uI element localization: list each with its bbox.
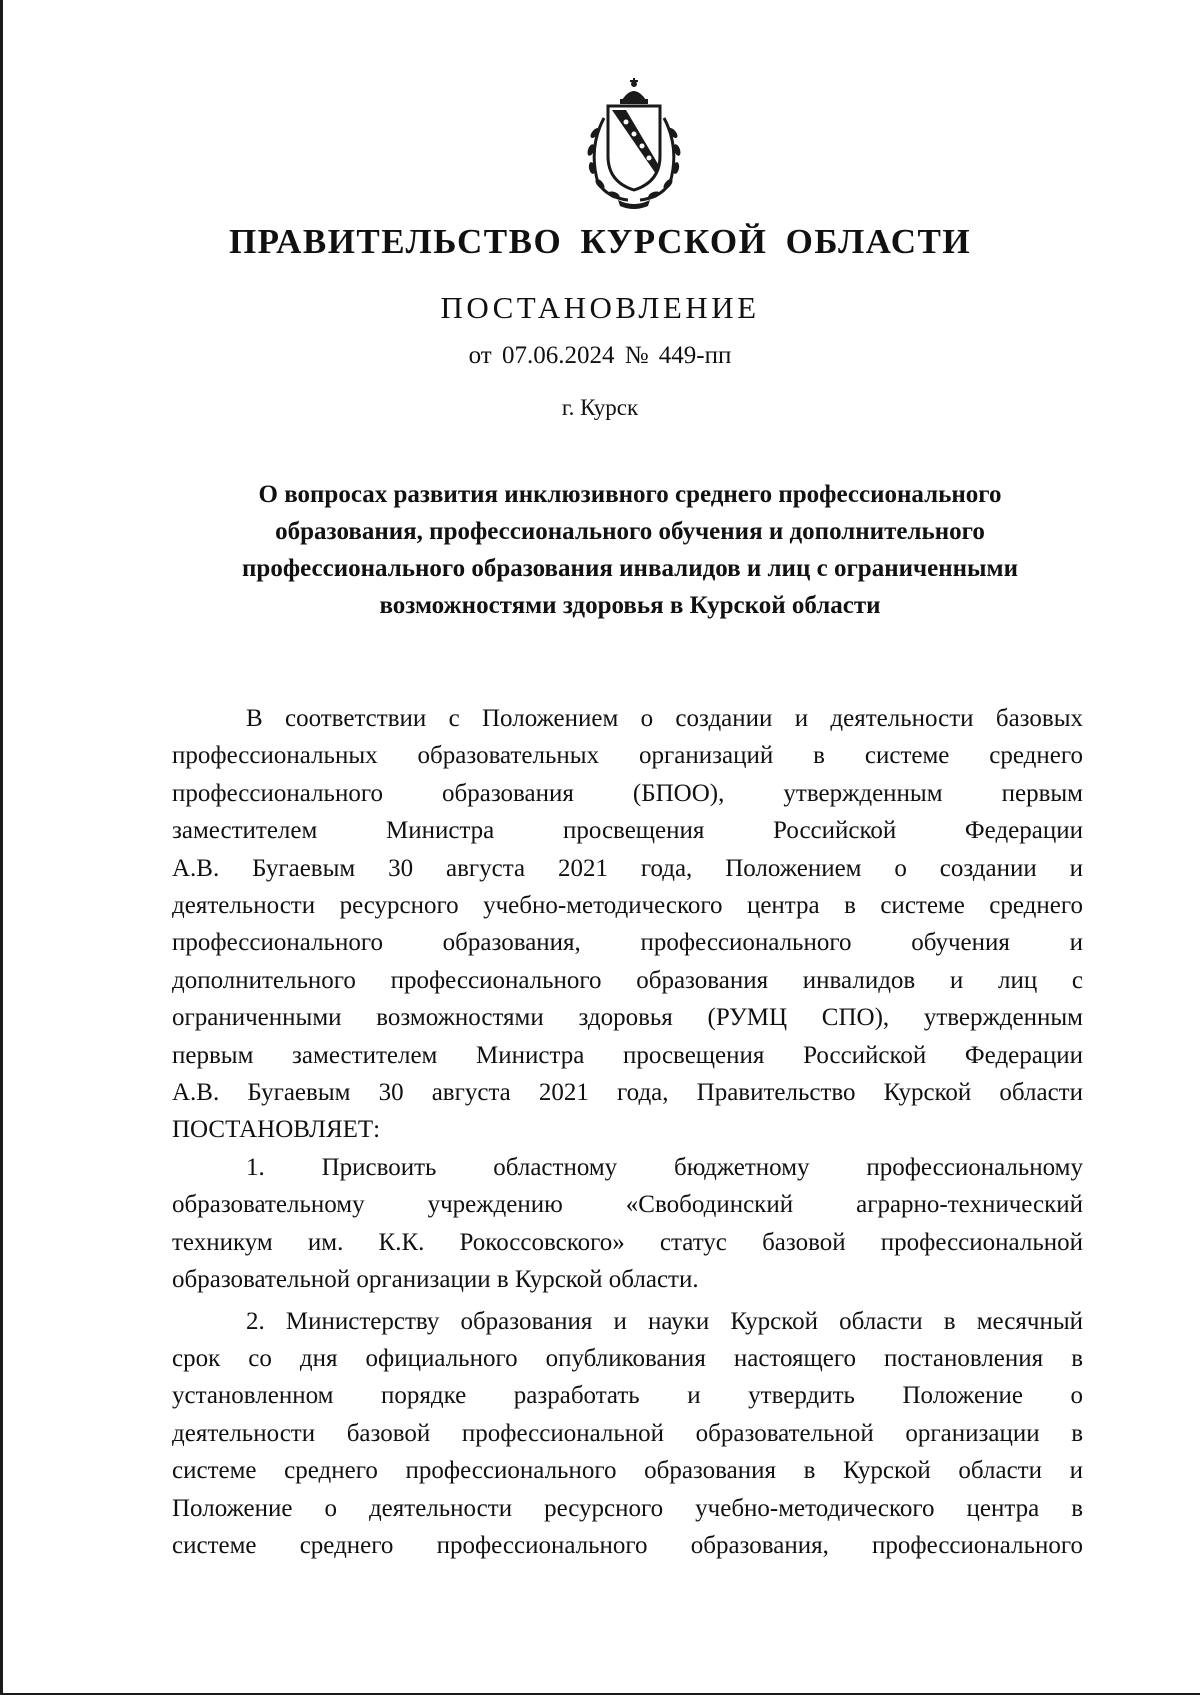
item-1-line: техникум им. К.К. Рокоссовского» статус базовой профессиональной	[172, 1228, 1083, 1256]
preamble-line: профессионального образования, профессионального обучения и	[172, 929, 1083, 957]
title-line: возможностями здоровья в Курской области	[379, 592, 881, 619]
item-2-line: системе среднего профессионального образования в Курской области и	[172, 1457, 1083, 1485]
preamble-line: ограниченными возможностями здоровья (РУМЦ СПО), утвержденным	[172, 1004, 1083, 1032]
preamble-line: деятельности ресурсного учебно-методического центра в системе среднего	[172, 892, 1083, 920]
document-title	[170, 476, 1090, 624]
document-date-number: от 07.06.2024 № 449-пп	[468, 342, 732, 369]
item-1-line: образовательному учреждению «Свободинский аграрно-технический	[172, 1191, 1083, 1219]
preamble-line: ПОСТАНОВЛЯЕТ:	[172, 1116, 381, 1144]
item-2-line: Положение о деятельности ресурсного учебно-методического центра в	[172, 1494, 1083, 1522]
title-line: образования, профессионального обучения и дополнительного	[275, 518, 985, 545]
item-2-line: 2. Министерству образования и науки Курской области в месячный	[246, 1307, 1083, 1335]
item-1-line: образовательной организации в Курской области.	[172, 1266, 699, 1294]
item-2-line: системе среднего профессионального образования, профессионального	[172, 1531, 1083, 1559]
item-1-line: 1. Присвоить областному бюджетному профессиональному	[246, 1153, 1083, 1181]
item-2-line: деятельности базовой профессиональной образовательной организации в	[172, 1419, 1083, 1447]
item-2-line: установленном порядке разработать и утвердить Положение о	[172, 1382, 1083, 1410]
preamble-line: В соответствии с Положением о создании и деятельности базовых	[246, 705, 1083, 732]
preamble-line: А.В. Бугаевым 30 августа 2021 года, Положением о создании и	[172, 854, 1083, 882]
document-body	[172, 700, 1083, 1564]
document-city: г. Курск	[561, 395, 639, 420]
item-2-line: срок со дня официального опубликования настоящего постановления в	[172, 1344, 1083, 1372]
preamble-line: профессионального образования (БПОО), утвержденным первым	[172, 779, 1083, 807]
preamble-line: А.В. Бугаевым 30 августа 2021 года, Правительство Курской области	[172, 1079, 1083, 1107]
title-line: О вопросах развития инклюзивного среднего профессионального	[258, 481, 1002, 508]
preamble-line: профессиональных образовательных организаций в системе среднего	[172, 742, 1083, 770]
title-line: профессионального образования инвалидов и лиц с ограниченными	[242, 555, 1018, 582]
preamble-line: дополнительного профессионального образования инвалидов и лиц с	[172, 966, 1083, 994]
document-type: ПОСТАНОВЛЕНИЕ	[440, 290, 760, 325]
preamble-line: заместителем Министра просвещения Российской Федерации	[172, 817, 1083, 845]
government-title: ПРАВИТЕЛЬСТВО КУРСКОЙ ОБЛАСТИ	[228, 222, 972, 261]
coat-of-arms-emblem	[578, 78, 690, 210]
preamble-line: первым заместителем Министра просвещения Российской Федерации	[172, 1041, 1083, 1069]
